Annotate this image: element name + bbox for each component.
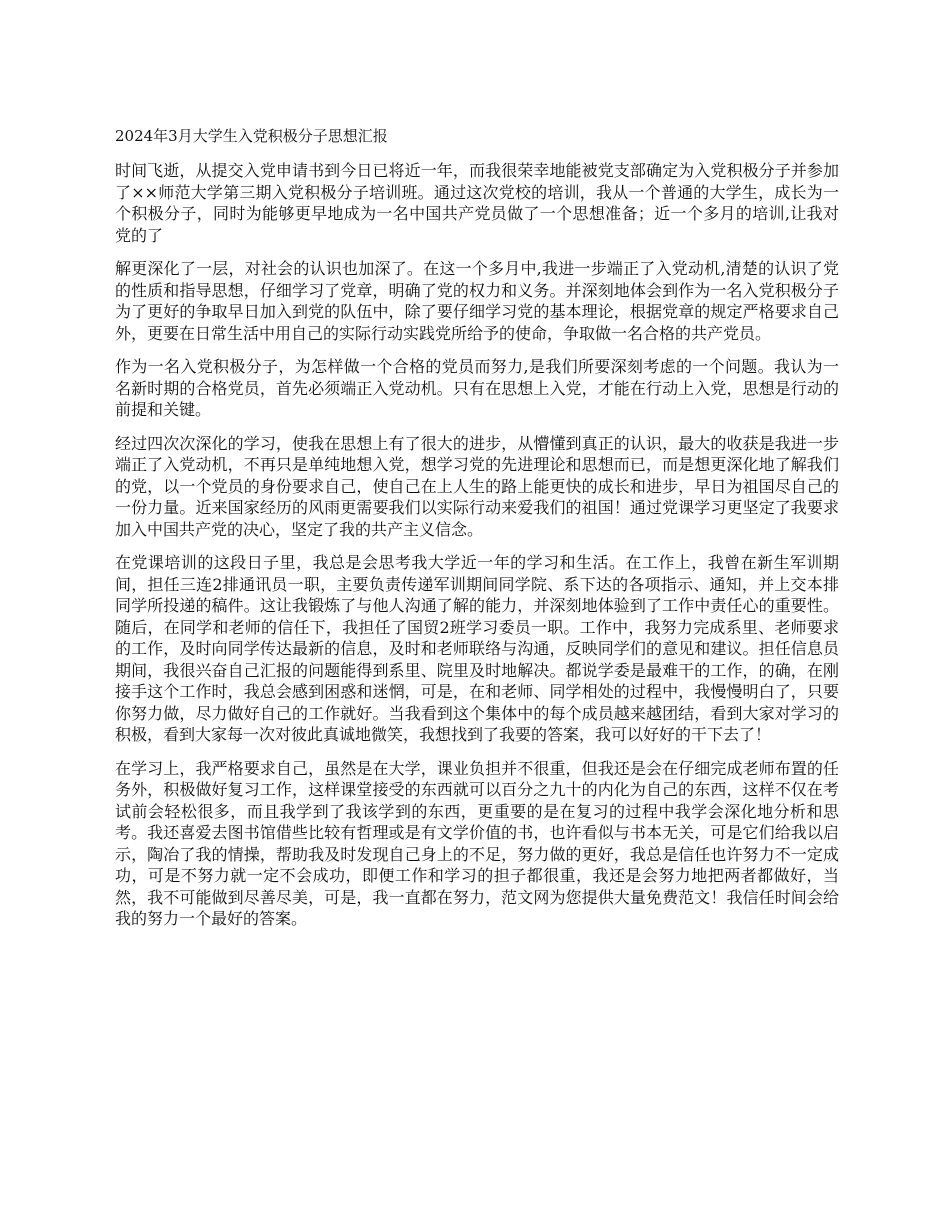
paragraph-5: 在党课培训的这段日子里，我总是会思考我大学近一年的学习和生活。在工作上，我曾在新生军训期间，担任三连2排通讯员一职，主要负责传递军训期间同学院、系下达的各项指示、通知，并上交本排同学所投递的稿件。这让我锻炼了与他人沟通了解的能力，并深刻地体验到了工作中责任心的重要性。随后，在同学和老师的信任下，我担任了国贸2班学习委员一职。工作中，我努力完成系里、老师要求的工作，及时向同学传达最新的信息，及时和老师联络与沟通，反映同学们的意见和建议。担任信息员期间，我很兴奋自己汇报的问题能得到系里、院里及时地解决。都说学委是最难干的工作，的确，在刚接手这个工作时，我总会感到困惑和迷惘，可是，在和老师、同学相处的过程中，我慢慢明白了，只要你努力做，尽力做好自己的工作就好。当我看到这个集体中的每个成员越来越团结，看到大家对学习的积极，看到大家每一次对彼此真诚地微笑，我想找到了我要的答案，我可以好好的干下去了！ [115, 553, 839, 744]
paragraph-3: 作为一名入党积极分子，为怎样做一个合格的党员而努力,是我们所要深刻考虑的一个问题。我认为一名新时期的合格党员，首先必须端正入党动机。只有在思想上入党，才能在行动上入党，思想是行动的前提和关键。 [115, 357, 839, 419]
paragraph-6: 在学习上，我严格要求自己，虽然是在大学，课业负担并不很重，但我还是会在仔细完成老师布置的任务外，积极做好复习工作，这样课堂接受的东西就可以百分之九十的内化为自己的东西，这样不仅在考试前会轻松很多，而且我学到了我该学到的东西，更重要的是在复习的过程中我学会深化地分析和思考。我还喜爱去图书馆借些比较有哲理或是有文学价值的书，也许看似与书本无关，可是它们给我以启示，陶冶了我的情操，帮助我及时发现自己身上的不足，努力做的更好，我总是信任也许努力不一定成功，可是不努力就一定不会成功，即便工作和学习的担子都很重，我还是会努力地把两者都做好，当然，我不可能做到尽善尽美，可是，我一直都在努力，范文网为您提供大量免费范文！我信任时间会给我的努力一个最好的答案。 [115, 758, 839, 928]
document-title: 2024年3月大学生入党积极分子思想汇报 [115, 127, 388, 145]
paragraph-4: 经过四次次深化的学习，使我在思想上有了很大的进步，从懵懂到真正的认识，最大的收获是我进一步端正了入党动机，不再只是单纯地想入党，想学习党的先进理论和思想而已，而是想更深化地了解我们的党，以一个党员的身份要求自己，使自己在上人生的路上能更快的成长和进步，早日为祖国尽自己的一份力量。近来国家经历的风雨更需要我们以实际行动来爱我们的祖国！通过党课学习更坚定了我要求加入中国共产党的决心，坚定了我的共产主义信念。 [115, 433, 839, 539]
paragraph-2: 解更深化了一层，对社会的认识也加深了。在这一个多月中,我进一步端正了入党动机,清楚的认识了党的性质和指导思想，仔细学习了党章，明确了党的权力和义务。并深刻地体会到作为一名入党积极分子为了更好的争取早日加入到党的队伍中，除了要仔细学习党的基本理论，根据党章的规定严格要求自己外，更要在日常生活中用自己的实际行动实践党所给予的使命，争取做一名合格的共产党员。 [115, 259, 839, 343]
paragraph-1: 时间飞逝，从提交入党申请书到今日已将近一年，而我很荣幸地能被党支部确定为入党积极分子并参加了××师范大学第三期入党积极分子培训班。通过这次党校的培训，我从一个普通的大学生，成长为一个积极分子，同时为能够更早地成为一名中国共产党员做了一个思想准备；近一个多月的培训,让我对党的了 [115, 161, 839, 245]
document-page [115, 126, 839, 942]
